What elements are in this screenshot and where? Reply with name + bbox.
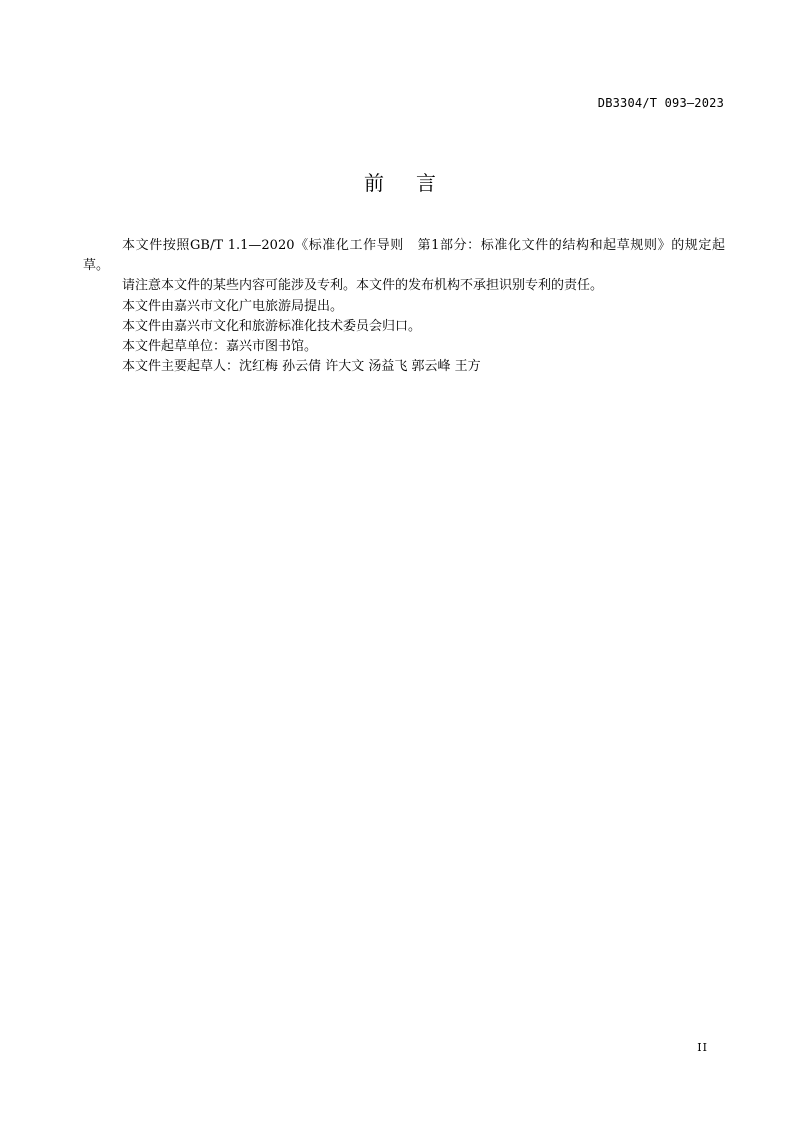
paragraph-centralized-management: 本文件由嘉兴市文化和旅游标准化技术委员会归口。: [122, 318, 422, 334]
document-code: DB3304/T 093—2023: [597, 96, 724, 110]
page-title: [0, 170, 800, 196]
paragraph-drafting-basis: 本文件按照GB/T 1.1—2020《标准化工作导则 第1部分：标准化文件的结构和起草规则》的规定起草。: [83, 238, 725, 274]
preface-body: [83, 236, 725, 377]
page-number: II: [697, 1041, 708, 1054]
paragraph-proposer: 本文件由嘉兴市文化广电旅游局提出。: [122, 298, 344, 314]
title-char-1: 前: [364, 171, 384, 195]
paragraph-drafting-unit: 本文件起草单位：嘉兴市图书馆。: [122, 339, 318, 355]
paragraph-main-drafters: 本文件主要起草人：沈红梅 孙云倩 许大文 汤益飞 郭云峰 王方: [122, 359, 481, 375]
title-char-2: 言: [416, 171, 436, 195]
paragraph-patent-notice: 请注意本文件的某些内容可能涉及专利。本文件的发布机构不承担识别专利的责任。: [122, 278, 604, 294]
